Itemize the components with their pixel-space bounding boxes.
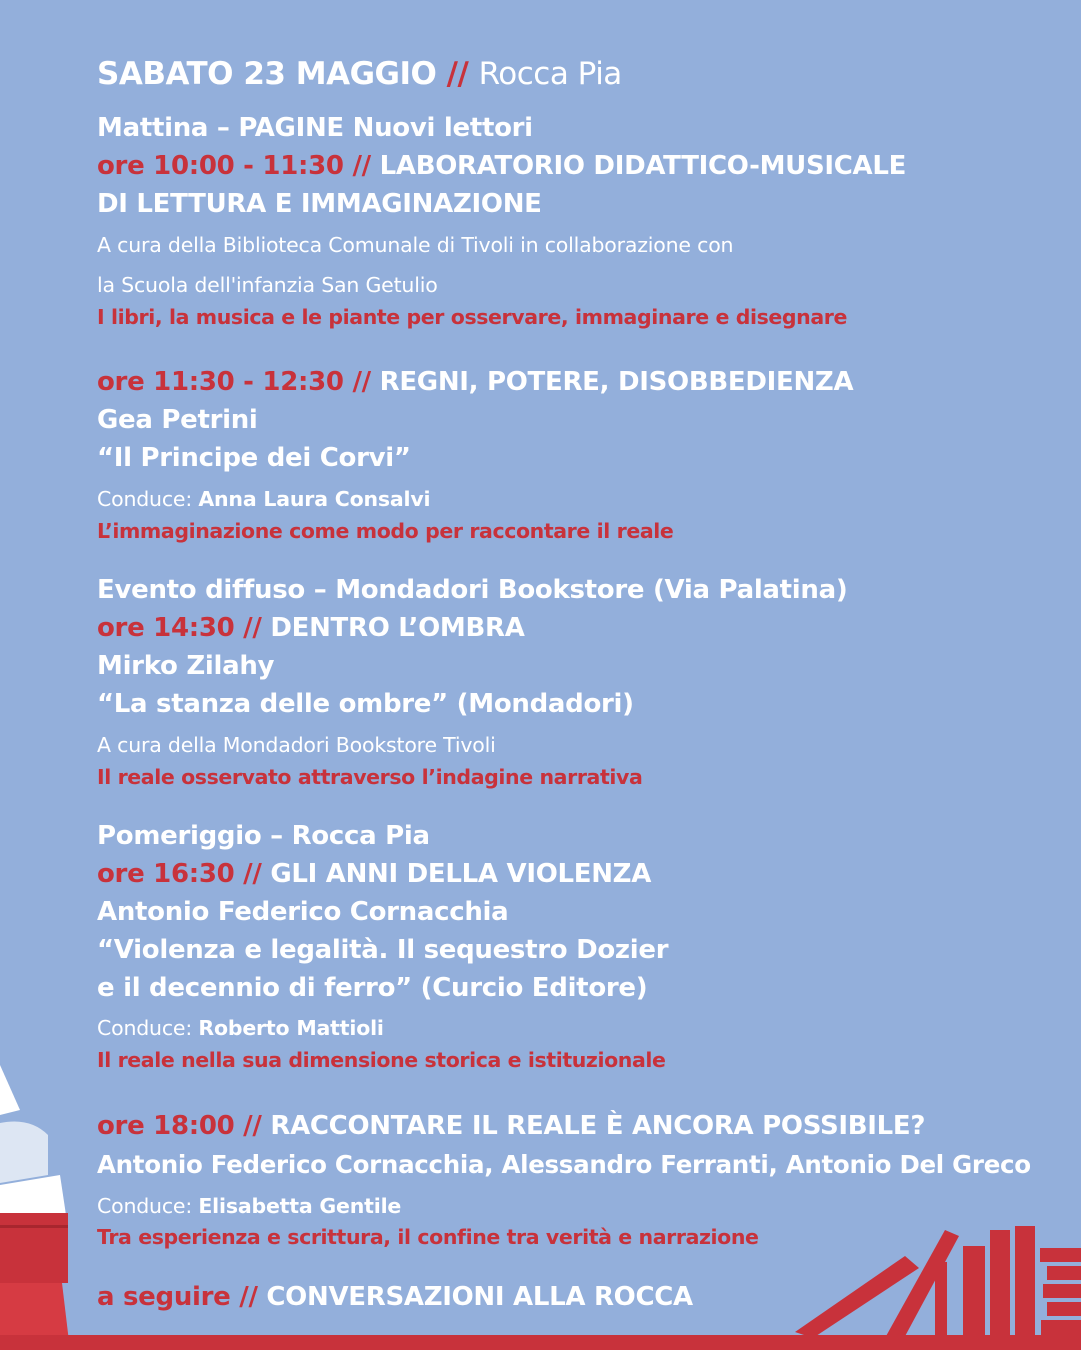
event-intro: Pomeriggio – Rocca Pia	[97, 821, 430, 851]
event-title: REGNI, POTERE, DISOBBEDIENZA	[379, 367, 854, 397]
host-label: Conduce:	[97, 1016, 193, 1040]
event-title: GLI ANNI DELLA VIOLENZA	[270, 859, 652, 889]
event-author: Mirko Zilahy	[97, 651, 275, 681]
event-note: A cura della Biblioteca Comunale di Tivoli in collaborazione con	[97, 233, 734, 257]
event-time: ore 11:30 - 12:30 //	[97, 367, 371, 397]
event-host	[97, 1194, 401, 1218]
event-title: RACCONTARE IL REALE È ANCORA POSSIBILE?	[270, 1111, 926, 1141]
event-time: a seguire //	[97, 1282, 258, 1312]
book-stack-illustration-left	[0, 1065, 75, 1350]
event-heading	[97, 613, 525, 643]
event-heading	[97, 151, 906, 181]
event-host	[97, 1016, 384, 1040]
bottom-shelf-band	[0, 1335, 1081, 1350]
event-author: Antonio Federico Cornacchia, Alessandro Ferranti, Antonio Del Greco	[97, 1150, 1031, 1179]
event-book: “La stanza delle ombre” (Mondadori)	[97, 689, 634, 719]
event-book: “Il Principe dei Corvi”	[97, 443, 411, 473]
event-time: ore 14:30 //	[97, 613, 262, 643]
host-name: Roberto Mattioli	[198, 1016, 384, 1040]
event-theme: Il reale osservato attraverso l’indagine narrativa	[97, 765, 643, 789]
event-theme: L’immaginazione come modo per raccontare il reale	[97, 519, 674, 543]
page-title	[97, 56, 622, 92]
event-theme: Tra esperienza e scrittura, il confine tra verità e narrazione	[97, 1225, 759, 1249]
event-theme: Il reale nella sua dimensione storica e istituzionale	[97, 1048, 666, 1072]
host-name: Elisabetta Gentile	[198, 1194, 402, 1218]
event-note: la Scuola dell'infanzia San Getulio	[97, 273, 438, 297]
event-time: ore 18:00 //	[97, 1111, 262, 1141]
host-label: Conduce:	[97, 487, 193, 511]
event-book: “Violenza e legalità. Il sequestro Dozier	[97, 935, 669, 965]
event-theme: I libri, la musica e le piante per osservare, immaginare e disegnare	[97, 305, 848, 329]
event-host	[97, 487, 430, 511]
event-intro: Mattina – PAGINE Nuovi lettori	[97, 113, 533, 143]
title-separator: //	[446, 56, 469, 92]
date: SABATO 23 MAGGIO	[97, 56, 437, 92]
event-author: Antonio Federico Cornacchia	[97, 897, 509, 927]
event-title: LABORATORIO DIDATTICO-MUSICALE	[379, 151, 907, 181]
event-author: Gea Petrini	[97, 405, 258, 435]
event-title: CONVERSAZIONI ALLA ROCCA	[266, 1282, 693, 1312]
bookshelf-illustration-right	[785, 1220, 1081, 1350]
event-heading	[97, 859, 651, 889]
event-intro: Evento diffuso – Mondadori Bookstore (Via Palatina)	[97, 575, 848, 605]
host-label: Conduce:	[97, 1194, 193, 1218]
event-time: ore 16:30 //	[97, 859, 262, 889]
event-heading	[97, 367, 853, 397]
host-name: Anna Laura Consalvi	[198, 487, 431, 511]
event-book-continued: e il decennio di ferro” (Curcio Editore)	[97, 973, 648, 1003]
event-heading	[97, 1111, 925, 1141]
event-time: ore 10:00 - 11:30 //	[97, 151, 371, 181]
event-heading	[97, 1282, 693, 1312]
event-title: DENTRO L’OMBRA	[270, 613, 525, 643]
venue: Rocca Pia	[478, 56, 622, 92]
event-note: A cura della Mondadori Bookstore Tivoli	[97, 733, 496, 757]
event-title-continued: DI LETTURA E IMMAGINAZIONE	[97, 189, 542, 219]
